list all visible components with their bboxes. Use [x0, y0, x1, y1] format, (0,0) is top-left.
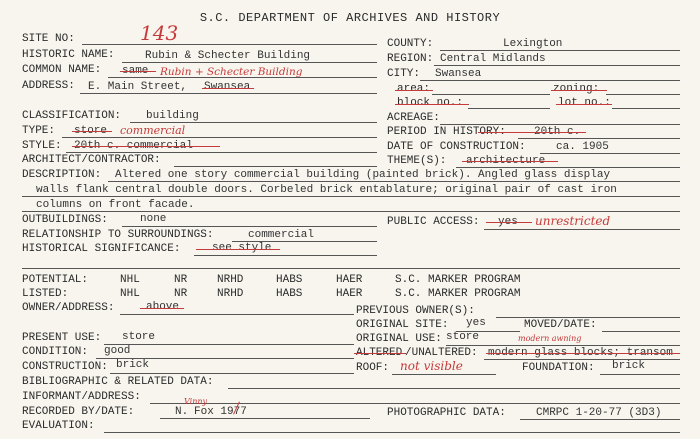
public-access-line: [484, 229, 680, 230]
description-line-3: columns on front facade.: [36, 199, 195, 211]
theme-value: architecture: [466, 155, 546, 167]
unaltered-label: /UNALTERED:: [405, 347, 478, 359]
area-strike: [395, 90, 433, 91]
potential-nhl: NHL: [120, 274, 140, 286]
owner-address-label: OWNER/ADDRESS:: [22, 302, 115, 314]
description-line-1: Altered one story commercial building (painted brick). Angled glass display: [115, 169, 611, 181]
classification-value: building: [146, 110, 199, 122]
region-value: Central Midlands: [440, 53, 546, 65]
informant-line: [150, 403, 680, 404]
classification-label: CLASSIFICATION:: [22, 110, 122, 122]
zoning-strike: [551, 90, 607, 91]
outbuildings-value: none: [140, 213, 167, 225]
period-value: 20th c.: [534, 126, 581, 138]
section-divider: [22, 268, 680, 269]
block-no-line: [468, 108, 550, 109]
recorded-by-handwritten-name: Vinny: [184, 397, 208, 406]
present-use-label: PRESENT USE:: [22, 332, 102, 344]
original-use-line: [446, 345, 680, 346]
listed-nr: NR: [174, 288, 188, 300]
area-line: [432, 94, 550, 95]
listed-label: LISTED:: [22, 288, 69, 300]
original-use-value: store: [446, 331, 480, 343]
date-construction-value: ca. 1905: [556, 141, 609, 153]
common-name-strike: [120, 71, 156, 72]
period-label: PERIOD IN HISTORY:: [387, 126, 506, 138]
acreage-label: ACREAGE:: [387, 112, 440, 124]
outbuildings-label: OUTBUILDINGS:: [22, 214, 108, 226]
city-label: CITY:: [387, 68, 421, 80]
period-strike: [478, 132, 586, 133]
theme-strike: [462, 161, 558, 162]
description-label: DESCRIPTION:: [22, 169, 102, 181]
type-label: TYPE:: [22, 125, 56, 137]
block-no-label: block no.:: [397, 97, 464, 109]
style-value: 20th c. commercial: [74, 140, 193, 152]
foundation-value: brick: [612, 360, 646, 372]
historical-significance-label: HISTORICAL SIGNIFICANCE:: [22, 243, 181, 255]
potential-habs: HABS: [276, 274, 303, 286]
moved-date-line: [602, 331, 680, 332]
present-use-value: store: [122, 331, 156, 343]
roof-label: ROOF:: [356, 362, 390, 374]
historical-significance-value: see style: [212, 242, 272, 254]
condition-value: good: [104, 345, 131, 357]
region-label: REGION:: [387, 53, 434, 65]
description-line-2: walls flank central double doors. Corbeled brick entablature; original pair of cast iron: [36, 184, 617, 196]
construction-value: brick: [116, 359, 150, 371]
zoning-line: [606, 94, 680, 95]
altered-label: ALTERED: [356, 347, 403, 359]
photographic-line: [520, 419, 680, 420]
original-use-label: ORIGINAL USE:: [356, 333, 442, 345]
address-label: ADDRESS:: [22, 80, 75, 92]
historic-name-value: Rubin & Schecter Building: [145, 50, 311, 62]
recorded-by-rest: Fox 1977: [194, 406, 247, 418]
photographic-value: CMRPC 1-20-77 (3D3): [536, 407, 662, 419]
public-access-strike: [486, 222, 532, 223]
public-access-label: PUBLIC ACCESS:: [387, 216, 480, 228]
listed-haer: HAER: [336, 288, 363, 300]
region-line: [434, 65, 680, 66]
altered-line: [484, 359, 680, 360]
lot-no-line: [612, 108, 680, 109]
potential-label: POTENTIAL:: [22, 274, 89, 286]
construction-label: CONSTRUCTION:: [22, 361, 108, 373]
address-value: E. Main Street,: [88, 81, 188, 93]
historic-name-line: [122, 62, 377, 63]
common-name-value: same: [122, 65, 149, 77]
zoning-label: zoning:: [553, 83, 600, 95]
recorded-by-label: RECORDED BY/DATE:: [22, 406, 135, 418]
bibliographic-label: BIBLIOGRAPHIC & RELATED DATA:: [22, 376, 214, 388]
architect-line: [174, 166, 377, 167]
recorded-by-line: [160, 418, 370, 419]
informant-label: INFORMANT/ADDRESS:: [22, 391, 141, 403]
type-value: store: [74, 125, 108, 137]
evaluation-line: [104, 432, 680, 433]
owner-address-strike: [140, 308, 184, 309]
common-name-line: [108, 77, 377, 78]
address-strike: [202, 88, 254, 89]
historical-significance-line: [194, 255, 377, 256]
foundation-label: FOUNDATION:: [522, 362, 595, 374]
recorded-by-initial: N.: [175, 406, 189, 418]
historic-name-label: HISTORIC NAME:: [22, 49, 115, 61]
address-struck-value: Swansea: [204, 81, 251, 93]
style-line: [66, 152, 377, 153]
site-no-line: [82, 44, 377, 45]
public-access-handwritten: unrestricted: [535, 214, 611, 228]
present-use-line: [104, 344, 354, 345]
potential-nr: NR: [174, 274, 188, 286]
architect-label: ARCHITECT/CONTRACTOR:: [22, 154, 161, 166]
listed-nrhd: NRHD: [217, 288, 244, 300]
roof-handwritten: not visible: [400, 359, 463, 373]
listed-habs: HABS: [276, 288, 303, 300]
theme-label: THEME(S):: [387, 155, 447, 167]
style-label: STYLE:: [22, 140, 62, 152]
potential-nrhd: NRHD: [217, 274, 244, 286]
photographic-label: PHOTOGRAPHIC DATA:: [387, 407, 506, 419]
county-line: [440, 50, 680, 51]
type-line: [62, 137, 377, 138]
style-strike: [72, 146, 220, 147]
city-value: Swansea: [435, 68, 482, 80]
common-name-handwritten: Rubin + Schecter Building: [160, 66, 303, 78]
listed-sc-marker: S.C. MARKER PROGRAM: [395, 288, 521, 300]
date-construction-label: DATE OF CONSTRUCTION:: [387, 141, 526, 153]
roof-line: [392, 374, 496, 375]
theme-line: [456, 167, 680, 168]
original-site-label: ORIGINAL SITE:: [356, 319, 449, 331]
lot-no-strike: [556, 104, 612, 105]
evaluation-label: EVALUATION:: [22, 420, 95, 432]
owner-address-line: [120, 314, 354, 315]
description-underline-2: [22, 196, 680, 197]
public-access-value: yes: [498, 216, 518, 228]
potential-haer: HAER: [336, 274, 363, 286]
relationship-label: RELATIONSHIP TO SURROUNDINGS:: [22, 229, 214, 241]
bibliographic-line: [228, 388, 680, 389]
historical-significance-strike: [196, 249, 280, 250]
potential-sc-marker: S.C. MARKER PROGRAM: [395, 274, 521, 286]
site-no-value: 143: [140, 21, 179, 45]
altered-value-strike: [486, 353, 680, 354]
lot-no-label: lot no.:: [558, 97, 611, 109]
description-underline-1: [108, 181, 680, 182]
altered-strike: [354, 353, 406, 354]
outbuildings-line: [122, 226, 377, 227]
moved-date-label: MOVED/DATE:: [524, 319, 597, 331]
owner-address-value: above: [146, 301, 180, 313]
condition-label: CONDITION:: [22, 346, 89, 358]
common-name-label: COMMON NAME:: [22, 64, 102, 76]
type-handwritten: commercial: [120, 124, 186, 137]
block-no-strike: [395, 104, 469, 105]
date-construction-line: [540, 153, 680, 154]
description-underline-3: [22, 211, 680, 212]
county-label: COUNTY:: [387, 38, 434, 50]
page-title: S.C. DEPARTMENT OF ARCHIVES AND HISTORY: [199, 11, 501, 25]
original-site-value: yes: [466, 317, 486, 329]
previous-owners-line: [496, 317, 680, 318]
altered-value: modern glass blocks; transom: [488, 347, 673, 359]
relationship-value: commercial: [248, 229, 315, 241]
type-strike: [72, 131, 112, 132]
acreage-line: [440, 124, 680, 125]
classification-line: [130, 122, 377, 123]
period-line: [518, 138, 680, 139]
previous-owners-label: PREVIOUS OWNER(S):: [356, 305, 475, 317]
original-use-handwritten: modern awning: [518, 334, 582, 343]
construction-line: [110, 373, 354, 374]
city-line: [420, 80, 680, 81]
address-line: [80, 93, 377, 94]
foundation-line: [600, 374, 680, 375]
county-value: Lexington: [503, 38, 563, 50]
area-label: area:: [397, 83, 431, 95]
listed-nhl: NHL: [120, 288, 140, 300]
site-no-label: SITE NO:: [22, 33, 75, 45]
